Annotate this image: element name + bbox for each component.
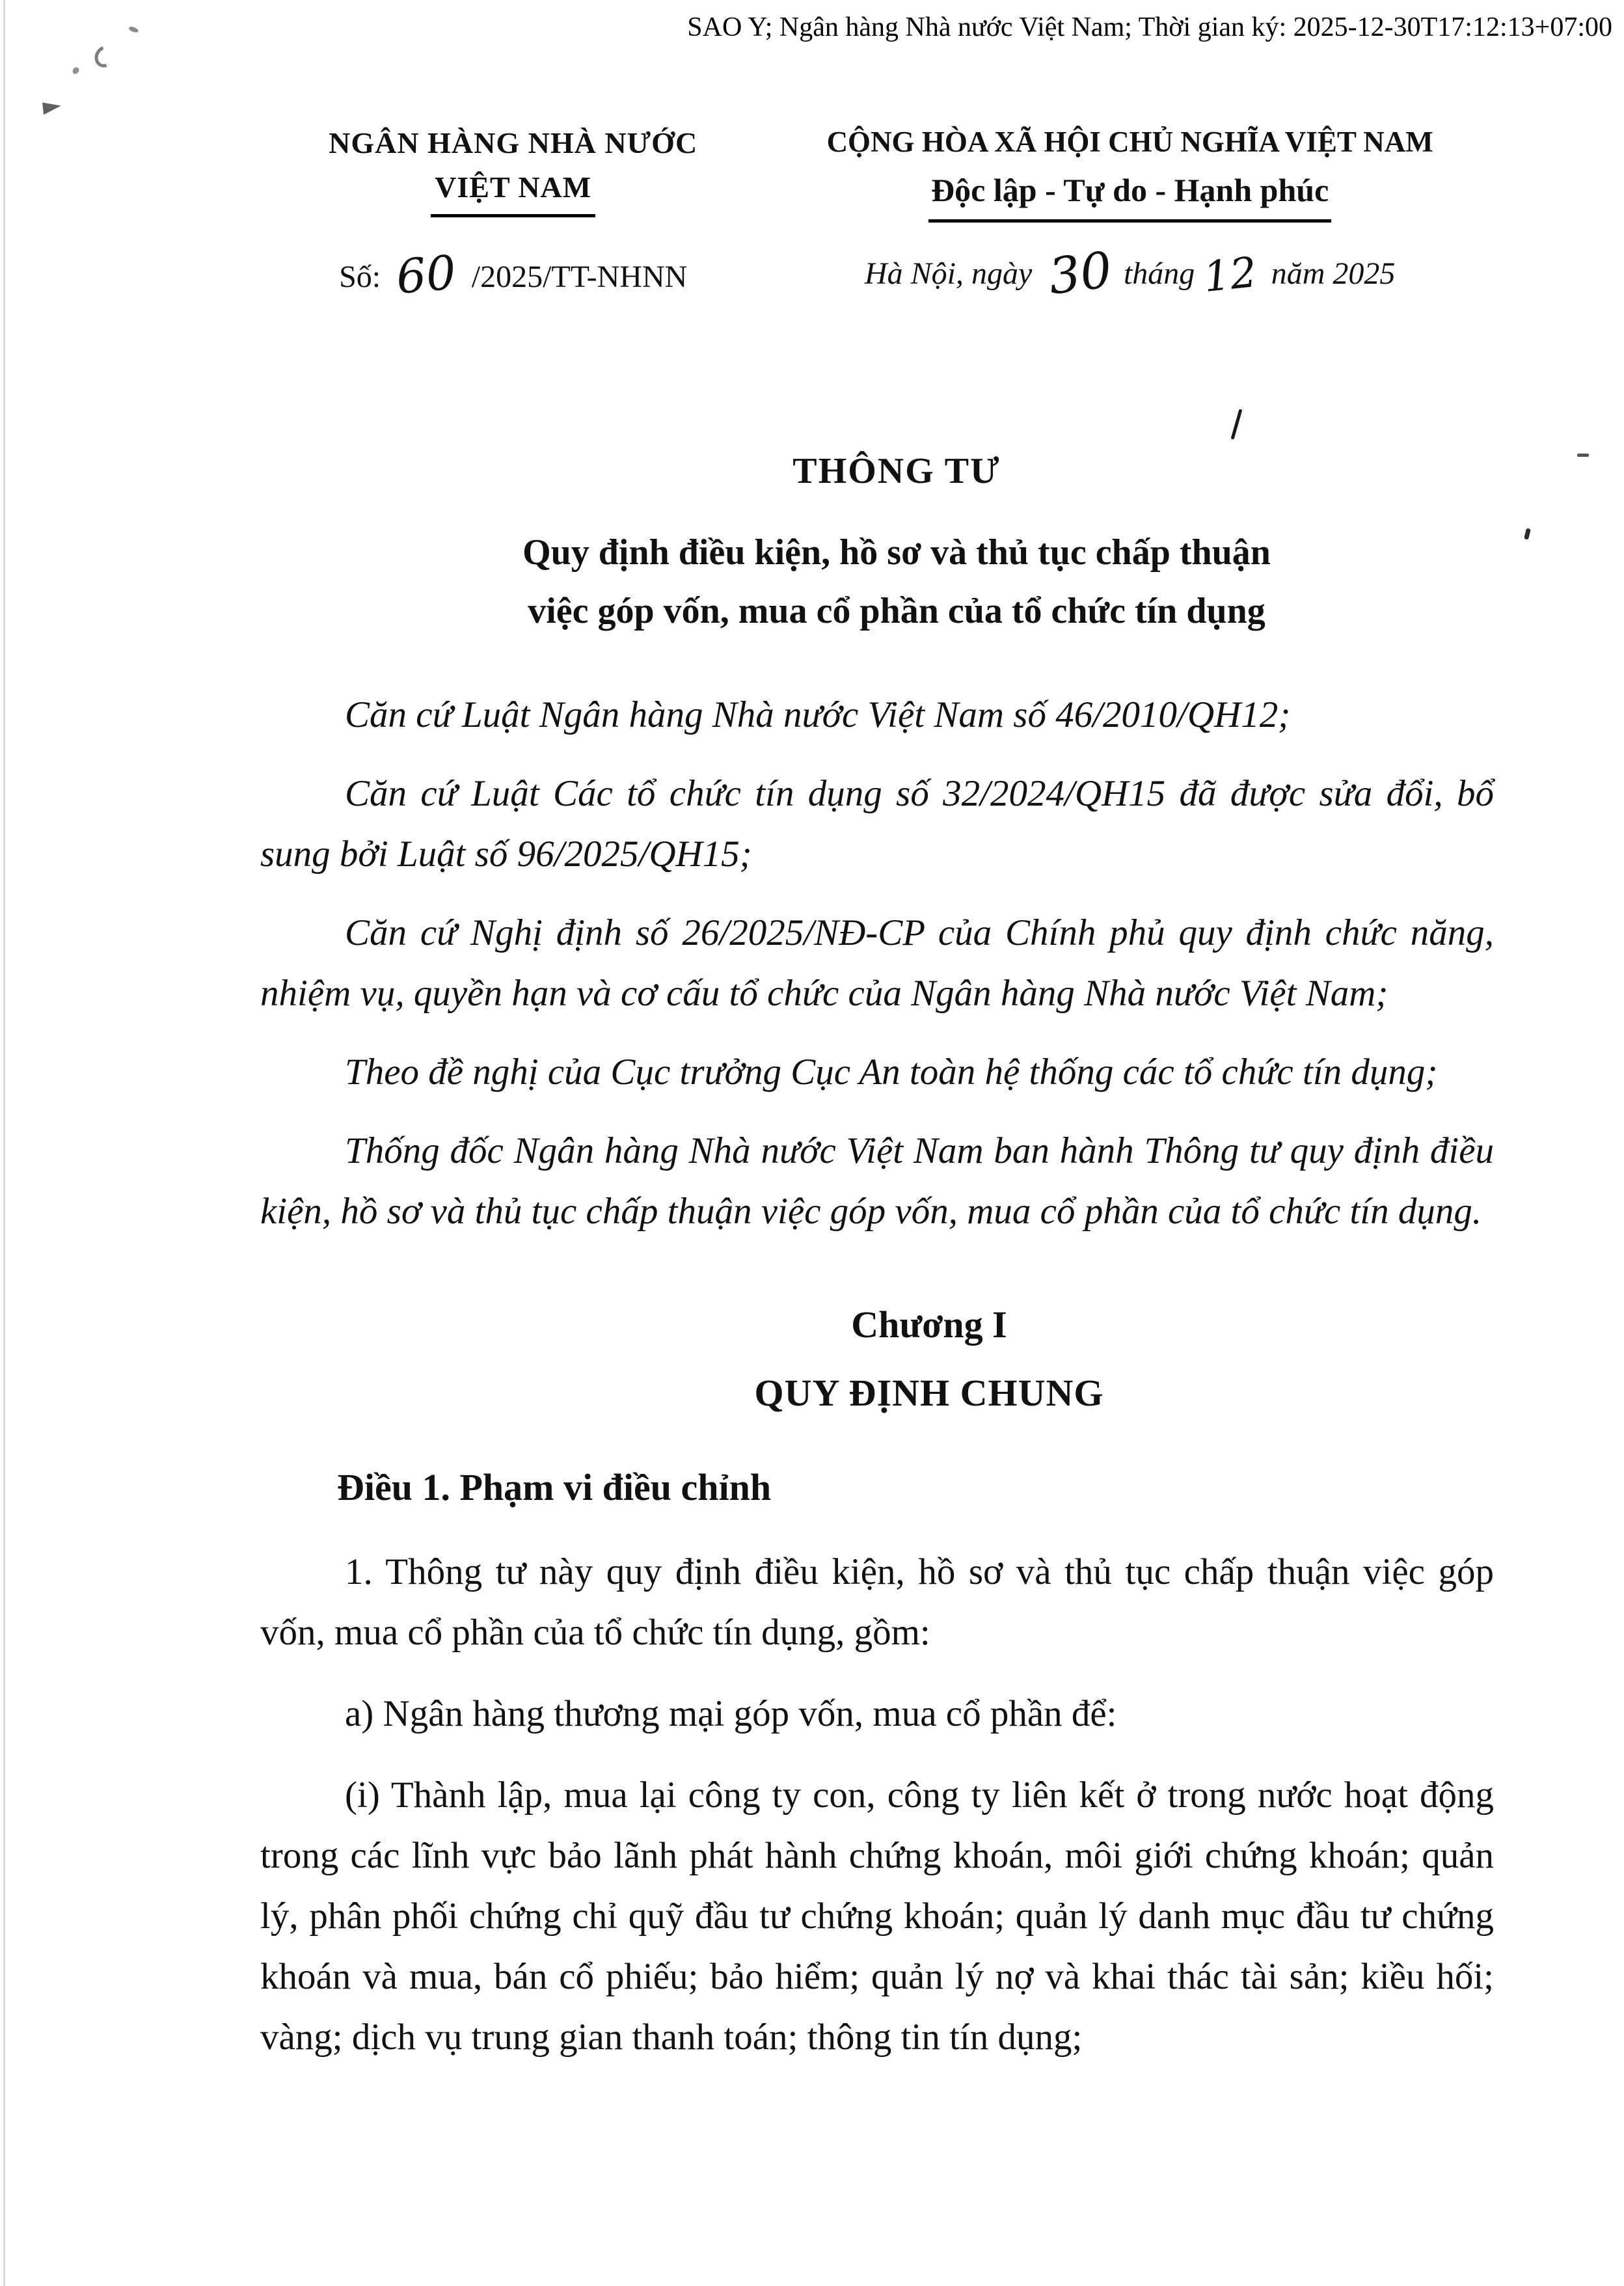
place-and-date-line bbox=[766, 240, 1494, 306]
document-number-handwritten: 60 bbox=[394, 245, 459, 305]
dateline-part3: năm 2025 bbox=[1271, 256, 1396, 291]
article-clause: 1. Thông tư này quy định điều kiện, hồ sơ và thủ tục chấp thuận việc góp vốn, mua cổ phần của tổ chức tín dụng, gồm: bbox=[260, 1551, 1494, 1653]
scan-speck bbox=[91, 42, 118, 71]
preamble-section bbox=[260, 685, 1494, 1260]
document-number-suffix: /2025/TT-NHNN bbox=[471, 260, 688, 294]
document-subtitle bbox=[280, 523, 1513, 640]
scan-speck bbox=[42, 101, 62, 115]
national-motto-block bbox=[766, 120, 1494, 306]
dateline-day-handwritten: 30 bbox=[1046, 240, 1115, 306]
article-point-a: a) Ngân hàng thương mại góp vốn, mua cổ phần để: bbox=[345, 1693, 1117, 1734]
preamble-citation: Theo đề nghị của Cục trưởng Cục An toàn hệ thống các tổ chức tín dụng; bbox=[345, 1052, 1438, 1093]
digital-signature-stamp: SAO Y; Ngân hàng Nhà nước Việt Nam; Thời gian ký: 2025-12-30T17:12:13+07:00 bbox=[687, 12, 1612, 42]
pen-mark-slash bbox=[1230, 409, 1242, 440]
scan-speck bbox=[1577, 454, 1589, 457]
chapter-heading bbox=[312, 1303, 1546, 1415]
preamble-enacting-clause: Thống đốc Ngân hàng Nhà nước Việt Nam ban hành Thông tư quy định điều kiện, hồ sơ và thủ tục chấp thuận việc góp vốn, mua cổ phần của tổ chức tín dụng. bbox=[260, 1130, 1494, 1232]
dateline-part1: Hà Nội, ngày bbox=[864, 256, 1033, 291]
preamble-citation: Căn cứ Luật Ngân hàng Nhà nước Việt Nam số 46/2010/QH12; bbox=[345, 694, 1291, 735]
scan-speck bbox=[128, 26, 139, 33]
document-number-label: Số: bbox=[339, 260, 381, 294]
agency-name-line2: VIỆT NAM bbox=[431, 166, 595, 217]
chapter-number: Chương I bbox=[851, 1303, 1007, 1346]
chapter-title: QUY ĐỊNH CHUNG bbox=[754, 1372, 1104, 1414]
preamble-citation: Căn cứ Nghị định số 26/2025/NĐ-CP của Chính phủ quy định chức năng, nhiệm vụ, quyền hạn và cơ cấu tổ chức của Ngân hàng Nhà nước Việt Nam; bbox=[260, 912, 1494, 1014]
article-point-a-i: (i) Thành lập, mua lại công ty con, công ty liên kết ở trong nước hoạt động trong các lĩnh vực bảo lãnh phát hành chứng khoán, môi giới chứng khoán; quản lý, phân phối chứng chỉ quỹ đầu tư chứng khoán; quản lý danh mục đầu tư chứng khoán và mua, bán cổ phiếu; bảo hiểm; quản lý nợ và khai thác tài sản; kiều hối; vàng; dịch vụ trung gian thanh toán; thông tin tín dụng; bbox=[260, 1775, 1494, 2058]
document-type-title: THÔNG TƯ bbox=[792, 451, 1001, 491]
scan-speck bbox=[72, 66, 81, 75]
dateline-part2: tháng bbox=[1123, 256, 1195, 291]
article-1-section bbox=[260, 1465, 1494, 2088]
document-number bbox=[260, 245, 766, 305]
agency-name-line1: NGÂN HÀNG NHÀ NƯỚC bbox=[329, 126, 698, 159]
document-subtitle-line1: Quy định điều kiện, hồ sơ và thủ tục chấp thuận bbox=[522, 532, 1271, 573]
document-header bbox=[260, 120, 1494, 306]
national-title: CỘNG HÒA XÃ HỘI CHỦ NGHĨA VIỆT NAM bbox=[826, 126, 1433, 158]
article-heading: Điều 1. Phạm vi điều chỉnh bbox=[337, 1466, 772, 1508]
scan-edge-line bbox=[3, 0, 5, 2286]
issuing-agency-block bbox=[260, 120, 766, 305]
national-motto: Độc lập - Tự do - Hạnh phúc bbox=[928, 170, 1331, 223]
document-subtitle-line2: việc góp vốn, mua cổ phần của tổ chức tín dụng bbox=[528, 591, 1265, 631]
scan-speck bbox=[1524, 528, 1531, 539]
document-title-block bbox=[280, 450, 1513, 640]
dateline-month-handwritten: 12 bbox=[1201, 248, 1260, 303]
preamble-citation: Căn cứ Luật Các tổ chức tín dụng số 32/2024/QH15 đã được sửa đổi, bổ sung bởi Luật số 96/2025/QH15; bbox=[260, 773, 1494, 875]
